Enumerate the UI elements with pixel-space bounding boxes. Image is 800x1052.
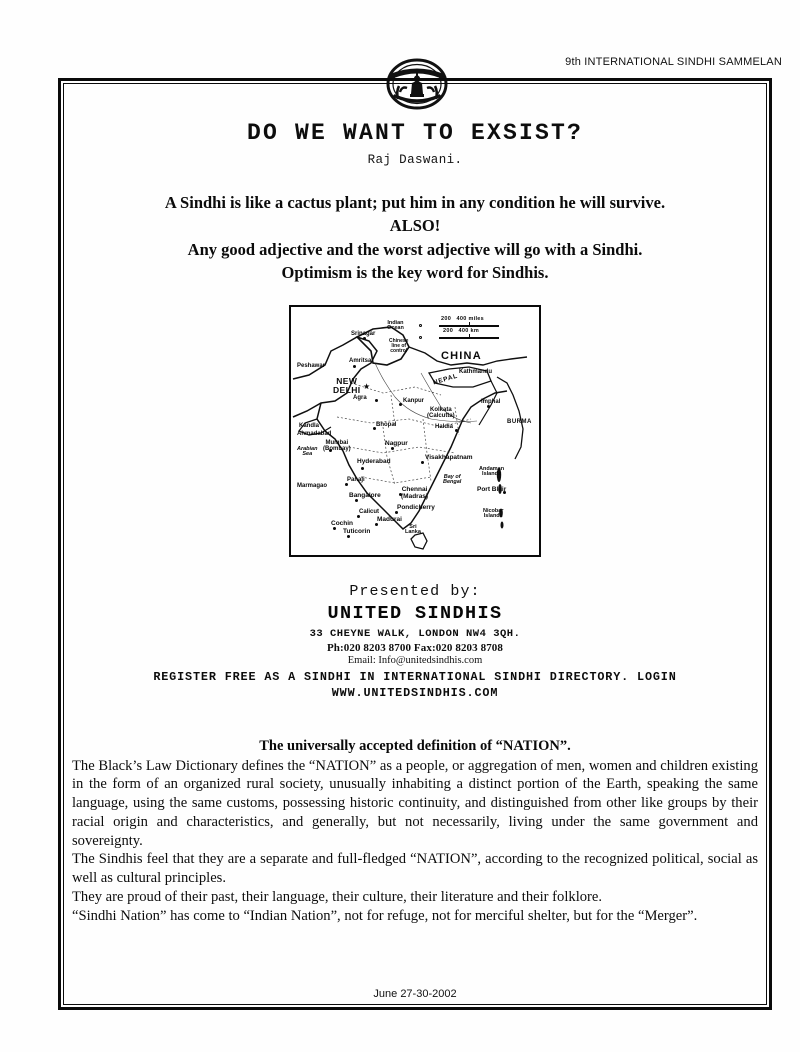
city-dot-visakhapatnam	[421, 461, 424, 464]
scale-bar-origin-km	[419, 336, 422, 339]
footer-date-range: June 27-30-2002	[373, 988, 457, 1000]
organisation-phone-fax: Ph:020 8203 8700 Fax:020 8203 8708	[326, 641, 504, 654]
map-city-marmagao: Marmagao	[297, 482, 328, 489]
document-content	[72, 92, 758, 996]
map-city-hyderabad: Hyderabad	[357, 457, 391, 465]
map-city-madurai: Madurai	[377, 515, 402, 523]
presented-by-label: Presented by:	[349, 582, 481, 600]
map-city-imphal: Imphal	[481, 398, 501, 405]
map-city-pondicherry: Pondicherry	[397, 503, 435, 511]
city-dot-amritsar	[353, 365, 356, 368]
map-city-peshawar: Peshawar	[297, 362, 326, 369]
map-of-india-figure	[289, 305, 541, 557]
map-city-amritsar: Amritsar	[349, 357, 374, 364]
paragraph-merger: “Sindhi Nation” has come to “Indian Nation”, not for refuge, not for merciful shelter, but for the “Merger”.	[72, 907, 698, 924]
map-city-agra: Agra	[353, 394, 367, 401]
scale-label-miles: 200 400 miles	[441, 315, 485, 322]
map-city-panaji: Panaji	[347, 476, 365, 483]
map-city-port-blair: Port Blair	[477, 485, 507, 493]
organisation-email[interactable]: Email: Info@unitedsindhis.com	[347, 654, 483, 666]
city-dot-calicut	[357, 515, 360, 518]
document-author: Raj Daswani.	[367, 153, 463, 167]
tagline-block	[72, 191, 758, 285]
map-city-bangalore: Bangalore	[349, 491, 381, 499]
map-city-tuticorin: Tuticorin	[343, 527, 371, 535]
map-city-calicut: Calicut	[359, 508, 380, 515]
map-city-haldia: Haldia	[435, 423, 454, 430]
body-prose	[72, 757, 758, 926]
paragraph-sindhis-nation: The Sindhis feel that they are a separate and full-fledged “NATION”, according to the recognized political, social as well as cultural principles.	[72, 851, 758, 887]
tagline-line-1: A Sindhi is like a cactus plant; put him in any condition he will survive.	[164, 193, 666, 212]
map-label-andaman-islands: Andaman Islands	[479, 465, 505, 478]
tagline-line-2: ALSO!	[389, 216, 441, 236]
map-label-nepal: NEPAL	[432, 372, 459, 387]
city-dot-hyderabad	[361, 467, 364, 470]
paragraph-nation-definition: The Black’s Law Dictionary defines the “NATION” as a people, or aggregation of men, women and children existing in the form of an organized rural society, unusually inhabiting a distinct portion of the Earth, speaking the same language, using the same customs, possessing historic continuity, and distinguished from other like groups by their racial origin and characteristics, and generally, but not necessarily, living under the same government and sovereignty.	[72, 757, 758, 849]
conference-header-title: 9th INTERNATIONAL SINDHI SAMMELAN	[565, 56, 782, 68]
map-city-kandla: Kandla	[299, 422, 320, 429]
tagline-line-3: Any good adjective and the worst adjective will go with a Sindhi.	[187, 239, 643, 259]
map-label-line-of-control: Chinese line of control	[389, 337, 409, 355]
organisation-address: 33 CHEYNE WALK, LONDON NW4 3QH.	[309, 627, 521, 640]
map-label-arabian-sea: Arabian Sea	[297, 445, 318, 458]
map-figure-wrapper	[72, 305, 758, 557]
document-title: DO WE WANT TO EXSIST?	[246, 120, 584, 146]
map-city-kanpur: Kanpur	[403, 397, 424, 404]
map-label-burma: BURMA	[507, 418, 532, 425]
map-city-mumbai: Mumbai (Bombay)	[323, 439, 351, 452]
city-dot-imphal	[487, 405, 490, 408]
map-city-nagpur: Nagpur	[385, 439, 408, 447]
map-label-sri-lanka: Sri Lanka	[405, 523, 421, 536]
register-call-to-action: REGISTER FREE AS A SINDHI IN INTERNATIONAL SINDHI DIRECTORY. LOGIN	[153, 669, 677, 684]
organisation-name: UNITED SINDHIS	[327, 602, 503, 624]
capital-star-marker: ★	[363, 381, 371, 391]
section-heading-nation-definition: The universally accepted definition of “NATION”.	[259, 737, 571, 754]
city-dot-panaji	[345, 483, 348, 486]
tagline-line-4: Optimism is the key word for Sindhis.	[281, 263, 549, 283]
map-label-indian-ocean: Indian Ocean	[387, 319, 404, 332]
city-dot-agra	[375, 399, 378, 402]
map-city-visakhapatnam: Visakhapatnam	[425, 453, 473, 461]
organisation-website[interactable]: WWW.UNITEDSINDHIS.COM	[331, 685, 499, 700]
paragraph-proud-heritage: They are proud of their past, their language, their culture, their literature and their folklore.	[72, 888, 603, 905]
map-city-kolkata: Kolkata (Calcutta)	[427, 406, 455, 419]
city-dot-kanpur	[399, 403, 402, 406]
map-city-cochin: Cochin	[331, 519, 354, 527]
map-label-nicobar-islands: Nicobar Islands	[483, 507, 504, 520]
city-dot-srinagar	[363, 337, 366, 340]
city-dot-haldia	[455, 429, 458, 432]
map-city-new-delhi: NEW DELHI	[333, 375, 361, 395]
map-city-chennai: Chennai (Madras)	[401, 485, 429, 500]
map-label-bay-of-bengal: Bay of Bengal	[443, 473, 462, 486]
scale-bar-origin-miles	[419, 324, 422, 327]
map-city-bhopal: Bhopal	[376, 421, 397, 428]
map-city-kathmandu: Kathmandu	[459, 368, 492, 375]
scale-label-km: 200 400 km	[443, 327, 480, 334]
map-city-srinagar: Srinagar	[351, 330, 376, 337]
map-city-ahmadabad: Ahmadabad	[297, 430, 332, 437]
map-label-china: CHINA	[441, 349, 482, 362]
